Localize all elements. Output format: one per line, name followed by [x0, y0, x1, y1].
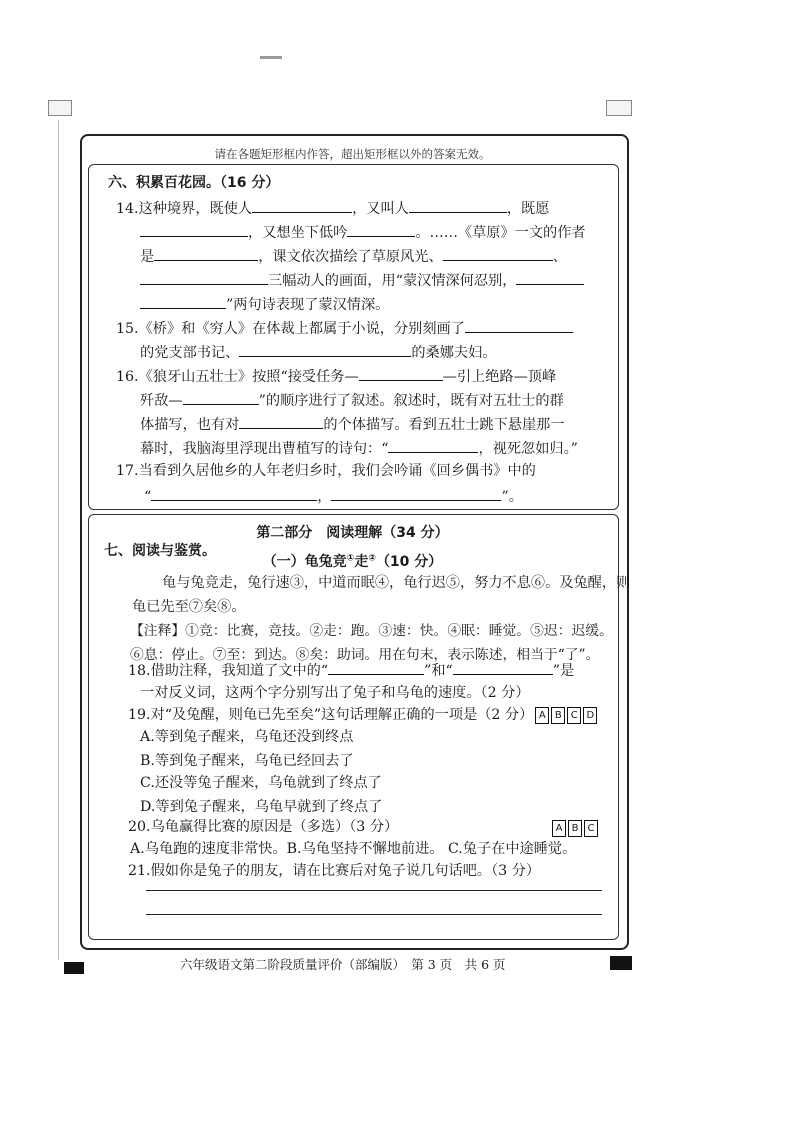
- q20-stem: 20.乌龟赢得比赛的原因是（多选）（3 分）: [128, 819, 399, 835]
- q21-stem: 21.假如你是兔子的朋友，请在比赛后对兔子说几句话吧。（3 分）: [128, 863, 541, 879]
- q21-answer-line1[interactable]: [146, 890, 602, 891]
- note-line1: 【注释】①竞：比赛，竞技。②走：跑。③速：快。④眠：睡觉。⑤迟：迟缓。: [130, 623, 613, 639]
- q14-blank3[interactable]: [140, 220, 248, 237]
- q15-blank2[interactable]: [239, 340, 411, 357]
- part2-title: 第二部分 阅读理解（34 分）: [256, 525, 449, 541]
- q20-box-b[interactable]: B: [568, 820, 582, 837]
- q17-line1: 17.当看到久居他乡的人年老归乡时，我们会吟诵《回乡偶书》中的: [116, 463, 536, 479]
- q16-blank4[interactable]: [388, 436, 478, 453]
- q19-box-d[interactable]: D: [583, 707, 597, 724]
- alignment-mark-left: [64, 962, 84, 974]
- q20-choice-boxes: [550, 818, 598, 837]
- answer-notice: 请在各题矩形框内作答，超出矩形框以外的答案无效。: [214, 147, 491, 161]
- q17-line2: “ ， ”。: [144, 484, 644, 508]
- scan-mark-top-center: [260, 56, 282, 59]
- passage-line1: 龟与兔竞走，兔行速③，中道而眠④，龟行迟⑤，努力不息⑥。及兔醒，则: [162, 575, 631, 591]
- alignment-mark-right: [610, 956, 632, 970]
- q16-line2: 歼敌— ”的顺序进行了叙述。叙述时，既有对五壮士的群: [140, 388, 640, 412]
- q17-blank1[interactable]: [151, 484, 317, 501]
- q14-blank5[interactable]: [154, 244, 258, 261]
- q19-stem: 19.对“及兔醒，则龟已先至矣”这句话理解正确的一项是（2 分） A B C D: [128, 704, 628, 726]
- q14-blank6[interactable]: [443, 244, 553, 261]
- section6-title: 六、积累百花园。（16 分）: [108, 175, 280, 191]
- q20-options: A.乌龟跑的速度非常快。B.乌龟坚持不懈地前进。 C.兔子在中途睡觉。: [130, 841, 577, 857]
- q14-blank4[interactable]: [347, 220, 415, 237]
- q18-blank1[interactable]: [328, 658, 424, 675]
- q14-blank7[interactable]: [140, 268, 268, 285]
- q19-option-c: C.还没等兔子醒来，乌龟就到了终点了: [140, 775, 382, 791]
- page-footer: 六年级语文第二阶段质量评价（部编版） 第 3 页 共 6 页: [180, 957, 506, 972]
- q19-option-b: B.等到兔子醒来，乌龟已经回去了: [140, 753, 354, 769]
- q15-line1: 15.《桥》和《穷人》在体裁上都属于小说，分别刻画了: [116, 316, 616, 340]
- section7-title: 七、阅读与鉴赏。: [104, 543, 216, 559]
- reading-subtitle: （一）龟兔竞①走②（10 分）: [262, 553, 443, 570]
- q19-option-d: D.等到兔子醒来，乌龟早就到了终点了: [140, 799, 383, 815]
- q19-box-b[interactable]: B: [551, 707, 565, 724]
- q16-line1: 16.《狼牙山五壮士》按照“接受任务— —引上绝路—顶峰: [116, 364, 616, 388]
- scan-mark-top-right: [606, 100, 632, 116]
- note-line2: ⑥息：停止。⑦至：到达。⑧矣：助词。用在句末，表示陈述，相当于“了”。: [130, 647, 600, 663]
- q18-blank2[interactable]: [453, 658, 553, 675]
- q15-line2: 的党支部书记、 的桑娜夫妇。: [140, 340, 640, 364]
- q21-answer-line2[interactable]: [146, 914, 602, 915]
- q15-blank1[interactable]: [465, 316, 573, 333]
- q14-blank8[interactable]: [516, 268, 584, 285]
- q19-box-a[interactable]: A: [535, 707, 549, 724]
- passage-line2: 龟已先至⑦矣⑧。: [132, 599, 246, 615]
- q16-line4: 幕时，我脑海里浮现出曹植写的诗句：“ ，视死忽如归。”: [140, 436, 640, 460]
- q14-line2: ，又想坐下低吟 。……《草原》一文的作者: [140, 220, 640, 244]
- q14-blank1[interactable]: [252, 196, 352, 213]
- q14-line4: 三幅动人的画面，用“蒙汉情深何忍别，: [140, 268, 640, 292]
- q17-blank2[interactable]: [331, 484, 501, 501]
- q16-blank2[interactable]: [183, 388, 259, 405]
- q20-box-a[interactable]: A: [552, 820, 566, 837]
- q18-line2: 一对反义词，这两个字分别写出了兔子和乌龟的速度。（2 分）: [140, 685, 530, 701]
- scan-mark-top-left: [48, 100, 72, 116]
- q16-line3: 体描写，也有对 的个体描写。看到五壮士跳下悬崖那一: [140, 412, 640, 436]
- q19-choice-boxes: [535, 707, 597, 724]
- q19-option-a: A.等到兔子醒来，乌龟还没到终点: [140, 729, 354, 745]
- q14-line3: 是 ，课文依次描绘了草原风光、 、: [140, 244, 640, 268]
- q16-blank3[interactable]: [239, 412, 323, 429]
- q14-blank2[interactable]: [409, 196, 507, 213]
- q16-blank1[interactable]: [359, 364, 443, 381]
- q20-box-c[interactable]: C: [584, 820, 598, 837]
- q14-blank9[interactable]: [140, 292, 226, 309]
- q18-line1: 18.借助注释，我知道了文中的“ ”和“ ”是: [128, 658, 628, 682]
- q14-line1: 14.这种境界，既使人 ，又叫人 ，既愿: [116, 196, 616, 220]
- q14-line5: ”两句诗表现了蒙汉情深。: [140, 292, 640, 316]
- q19-box-c[interactable]: C: [567, 707, 581, 724]
- scan-left-edge: [58, 120, 59, 960]
